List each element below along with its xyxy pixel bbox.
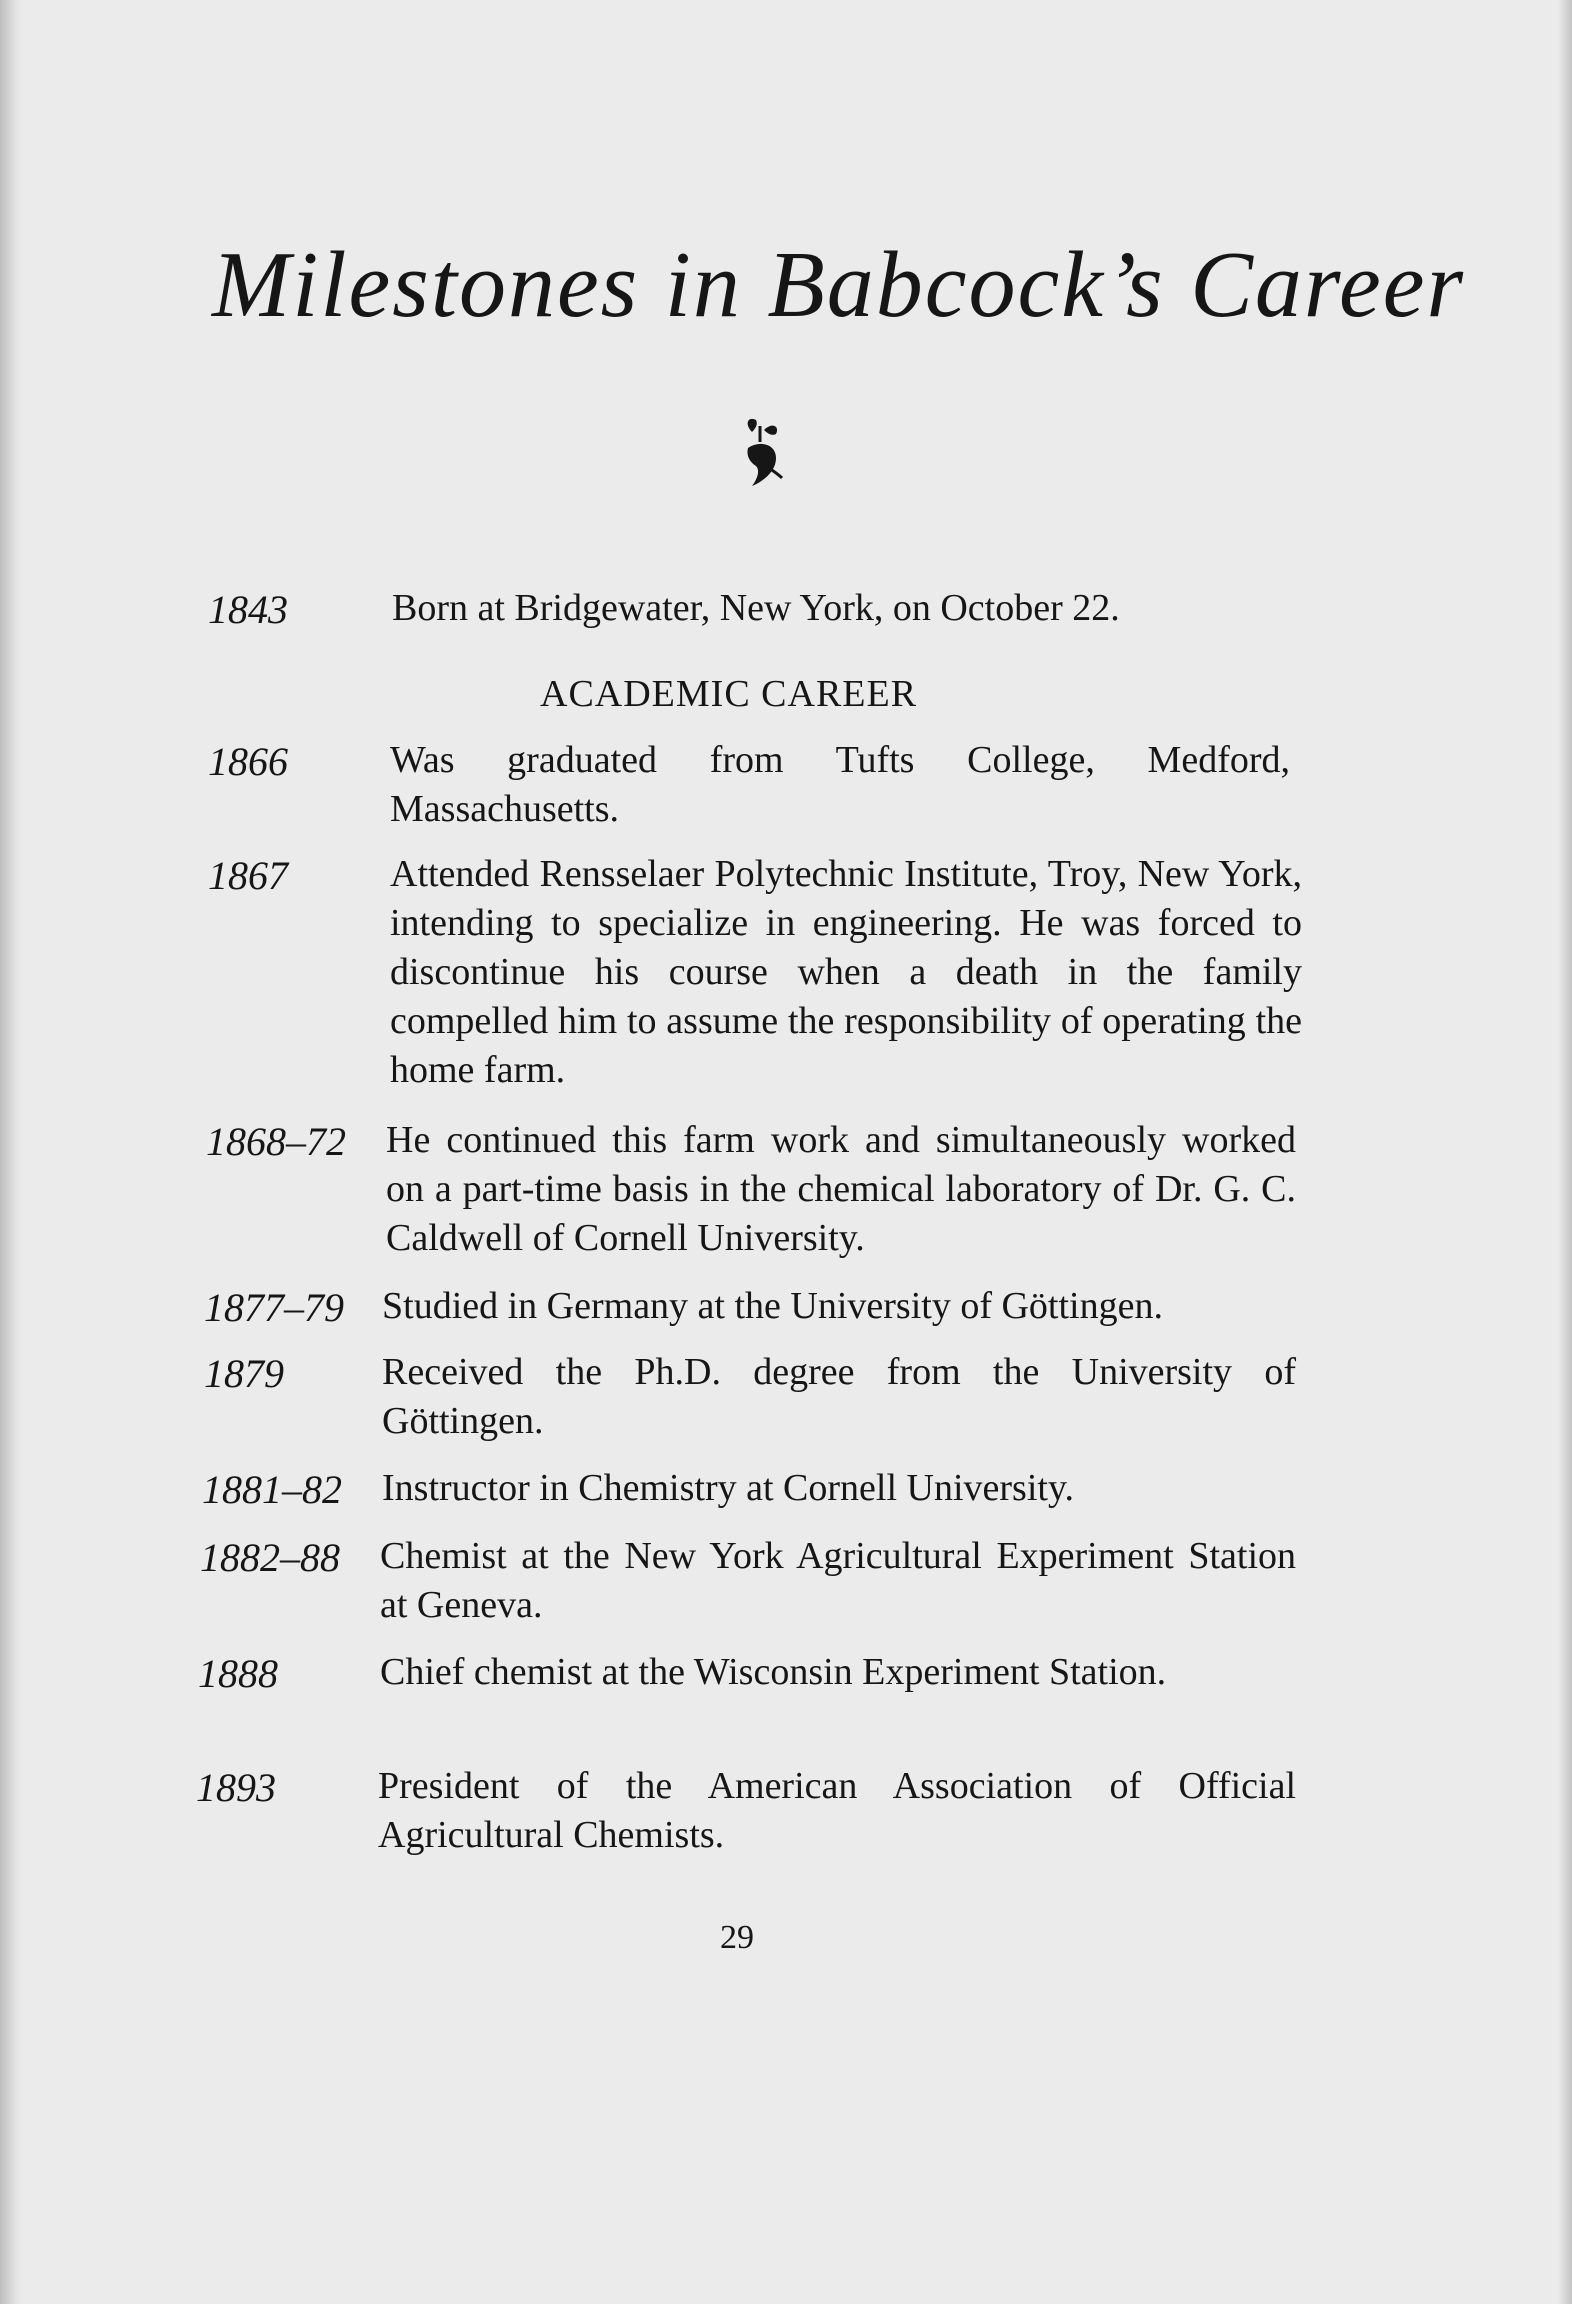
- entry-text: Instructor in Chemistry at Cornell University.: [382, 1467, 1074, 1509]
- page-number: 29: [720, 1919, 754, 1956]
- page-title: Milestones in Babcock’s Career: [212, 233, 1466, 337]
- entry-text: President of the American Association of Official Agricultural Chemists.: [378, 1765, 1296, 1856]
- entry-text: Was graduated from Tufts College, Medford, Massachusetts.: [390, 739, 1290, 830]
- entry-text: Studied in Germany at the University of Göttingen.: [382, 1285, 1163, 1327]
- entry-year: 1879: [204, 1351, 284, 1396]
- entry-year: 1877–79: [204, 1285, 344, 1330]
- entry-year: 1882–88: [200, 1535, 340, 1580]
- entry-year: 1868–72: [206, 1119, 346, 1164]
- entry-year: 1843: [208, 587, 288, 632]
- entry-year: 1867: [208, 853, 288, 898]
- entry-text: Born at Bridgewater, New York, on October 22.: [392, 587, 1120, 629]
- entry-year: 1888: [198, 1651, 278, 1696]
- entry-text: Received the Ph.D. degree from the University of Göttingen.: [382, 1351, 1296, 1442]
- entry-text: Chief chemist at the Wisconsin Experiment Station.: [380, 1651, 1167, 1693]
- entry-year: 1881–82: [202, 1467, 342, 1512]
- entry-text: He continued this farm work and simultaneously worked on a part-time basis in the chemical laboratory of Dr. G. C. Caldwell of Cornell University.: [386, 1119, 1296, 1259]
- entry-year: 1893: [196, 1765, 276, 1810]
- entry-text: Chemist at the New York Agricultural Experiment Station at Geneva.: [380, 1535, 1296, 1626]
- entry-year: 1866: [208, 739, 288, 784]
- entry-text: Attended Rensselaer Polytechnic Institute, Troy, New York, intending to specialize in engineering. He was forced to discontinue his course when a death in the family compelled him to assume the responsibility of operating the home farm.: [390, 853, 1302, 1091]
- section-heading: ACADEMIC CAREER: [540, 673, 918, 715]
